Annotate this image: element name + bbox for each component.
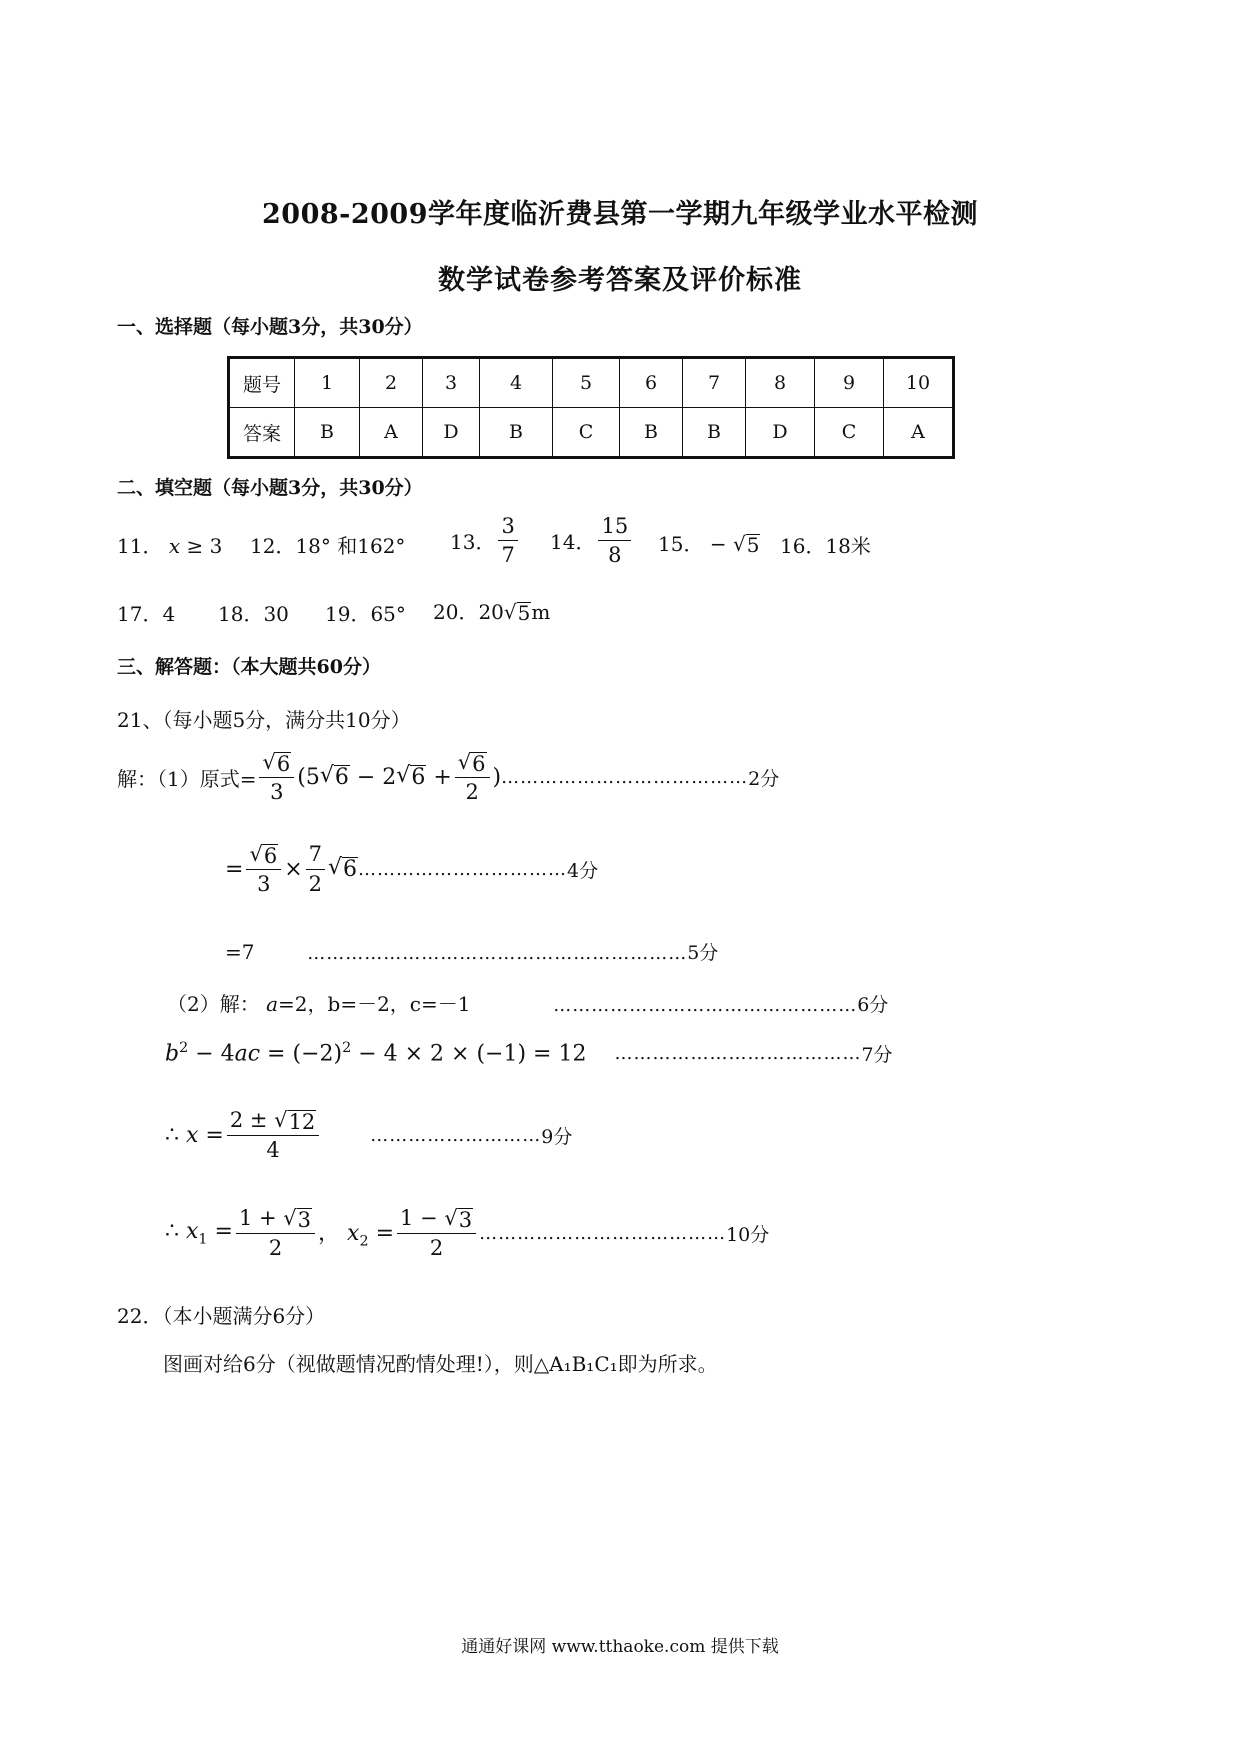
math-text: =7 (225, 940, 255, 964)
table-cell: 6 (620, 358, 683, 408)
score: 4分 (567, 859, 599, 882)
table-cell: B (480, 408, 553, 458)
fraction (306, 842, 325, 895)
numerator: 1 − √ 3 (397, 1206, 476, 1234)
question-number: 20．20 (433, 600, 504, 624)
title-line-1: 2008-2009学年度临沂费县第一学期九年级学业水平检测 (262, 199, 978, 230)
table-cell: 8 (746, 358, 815, 408)
score: 10分 (726, 1223, 770, 1246)
fraction (236, 1206, 315, 1260)
table-cell: B (683, 408, 746, 458)
score: 5分 (687, 942, 719, 964)
math-variable: a (266, 992, 279, 1016)
question-22-header: 22．（本小题满分6分） (117, 1304, 326, 1328)
answer-20 (433, 596, 550, 625)
score: 7分 (861, 1044, 893, 1066)
section-2-heading: 二、填空题（每小题3分，共30分） (117, 477, 423, 499)
denominator: 2 (465, 780, 479, 805)
fraction (227, 1108, 319, 1162)
q21-step-2: = √ 6 3 × $\frac{7}{2}$ √ 6 …………………………… 4分 (225, 842, 599, 897)
question-number: 11． (117, 534, 163, 558)
table-cell: D (746, 408, 815, 458)
section-3-heading: 三、解答题：（本大题共60分） (117, 656, 381, 678)
answer-19: 19．65° (325, 602, 406, 626)
denominator: 7 (501, 543, 515, 568)
table-cell: 10 (884, 358, 954, 408)
denominator: 8 (608, 543, 622, 568)
unit: m (531, 600, 551, 624)
fraction (246, 842, 281, 896)
fraction (498, 514, 517, 567)
question-21-header: 21、（每小题5分，满分共10分） (117, 708, 411, 732)
denominator: 2 (268, 1236, 283, 1261)
math-text: − (709, 532, 727, 556)
table-row-answers (229, 408, 954, 458)
question-22-body: 图画对给6分（视做题情况酌情处理!），则△A₁B₁C₁即为所求。 (163, 1352, 718, 1376)
math-variable: x (168, 534, 181, 558)
radicand: 5 (746, 533, 760, 557)
table-header-cell: 答案 (229, 408, 295, 458)
section-1-heading: 一、选择题（每小题3分，共30分） (117, 316, 423, 338)
table-cell: C (553, 408, 620, 458)
numerator: √ 6 (455, 750, 490, 778)
q21-quadratic-formula: ∴ x = 2 ± √ 12 4 ……………………… 9分 (165, 1108, 573, 1163)
question-number: 15． (658, 532, 704, 556)
square-root: √ 5 (503, 600, 531, 625)
table-cell: 3 (423, 358, 480, 408)
table-cell: 9 (815, 358, 884, 408)
fraction (259, 750, 294, 804)
numerator: 7 (306, 842, 325, 869)
numerator: √ 6 (246, 842, 281, 870)
solution-label: （2）解： (167, 992, 260, 1016)
table-header-cell: 题号 (229, 358, 295, 408)
answer-14 (550, 514, 634, 567)
denominator: 3 (270, 780, 284, 805)
table-cell: A (884, 408, 954, 458)
radicand: 5 (517, 601, 531, 625)
math-text: ≥ 3 (186, 534, 223, 558)
solution-label: 解：（1）原式= (117, 766, 257, 791)
denominator: 2 (308, 871, 323, 896)
fraction (455, 750, 490, 804)
q21-step-1: 解：（1）原式= √ 6 3 (5 √ 6 − 2 √ 6 + √ 6 2 ) ………………………………… 2分 (117, 750, 780, 805)
answer-17: 17．4 (117, 602, 176, 626)
numerator: 15 (598, 514, 631, 541)
table-cell: 4 (480, 358, 553, 408)
math-text: =2，b=－2，c=－1 (278, 992, 471, 1016)
answer-16: 16．18米 (780, 534, 871, 558)
numerator: √ 6 (259, 750, 294, 778)
answer-18: 18．30 (218, 602, 289, 626)
answer-15 (658, 528, 760, 557)
table-cell: D (423, 408, 480, 458)
score: 6分 (857, 994, 889, 1016)
title-line-2: 数学试卷参考答案及评价标准 (438, 265, 802, 296)
table-cell: A (360, 408, 423, 458)
denominator: 3 (257, 872, 271, 897)
numerator: 2 ± √ 12 (227, 1108, 319, 1136)
score: 2分 (748, 767, 780, 790)
q21-discriminant: $b^2 - 4ac = (-2)^2 - 4 \times 2 \times (-1) = 12$ ………………………………… 7分 (165, 1040, 893, 1067)
table-cell: 7 (683, 358, 746, 408)
fraction (397, 1206, 476, 1260)
answer-13 (450, 514, 521, 567)
table-cell: C (815, 408, 884, 458)
denominator: 2 (429, 1236, 444, 1261)
answer-table (227, 356, 955, 459)
table-cell: B (620, 408, 683, 458)
numerator: 3 (498, 514, 517, 541)
question-number: 14． (550, 530, 596, 555)
answer-12: 12．18° 和162° (250, 534, 406, 558)
denominator: 4 (266, 1138, 280, 1163)
score: 9分 (541, 1125, 573, 1148)
answer-11 (117, 530, 222, 559)
q21-part-2: （2）解： a=2，b=－2，c=－1 …………………………………………6分 (167, 992, 889, 1016)
fraction (598, 514, 631, 567)
table-cell: 5 (553, 358, 620, 408)
table-cell: 2 (360, 358, 423, 408)
table-row-numbers (229, 358, 954, 408)
question-number: 13． (450, 530, 496, 555)
table-cell: B (295, 408, 360, 458)
table-cell: 1 (295, 358, 360, 408)
page-footer: 通通好课网 www.tthaoke.com 提供下载 (461, 1637, 779, 1657)
q21-roots: ∴ $x_1$ = 1 + √ 3 2 ， $x_2$ = 1 − √ 3 2 ………………………………… 10分 (165, 1206, 770, 1261)
numerator: 1 + √ 3 (236, 1206, 315, 1234)
square-root: √ 5 (732, 532, 760, 557)
q21-step-3: =7 ……………………………………………………5分 (225, 940, 719, 964)
